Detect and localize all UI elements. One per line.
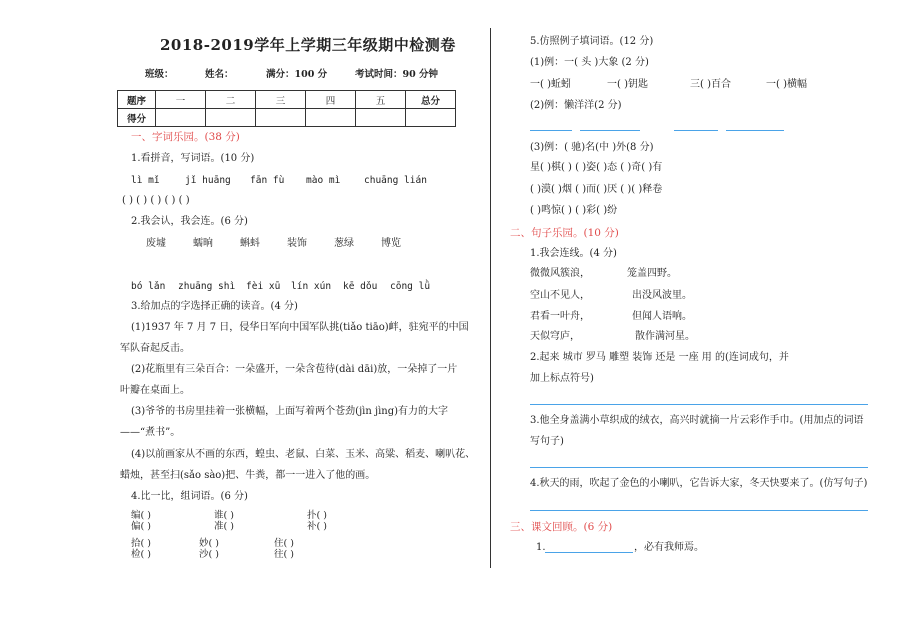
compare-item[interactable]: 补( ) — [307, 521, 327, 532]
pinyin-item: jǐ huāng — [185, 175, 231, 186]
page-title: 2018-2019学年上学期三年级期中检测卷 — [160, 36, 456, 54]
answer-line[interactable] — [580, 130, 640, 131]
measure-word-item[interactable]: 三( )百合 — [690, 79, 731, 90]
compare-group[interactable] — [307, 510, 327, 532]
match-right-item[interactable]: 笼盖四野。 — [627, 268, 677, 279]
answer-brackets[interactable]: ( ) ( ) ( ) ( ) ( ) — [122, 195, 190, 206]
answer-line[interactable] — [530, 130, 572, 131]
question-2-1: 1.我会连线。(4 分) — [530, 248, 617, 259]
pinyin-item[interactable]: lín xún — [291, 281, 332, 292]
idiom-row[interactable]: 星( )棋( ) ( )姿( )态 ( )奇( )有 — [530, 162, 663, 173]
table-header-cell: 题序 — [118, 91, 156, 109]
name-label: 姓名： — [205, 69, 234, 80]
idiom-row[interactable]: ( )鸣惊( ) ( )彩( )纷 — [530, 205, 618, 216]
full-score-label: 满分：100 分 — [266, 69, 328, 80]
score-cell[interactable] — [256, 109, 306, 127]
pinyin-item[interactable]: kē dǒu — [343, 281, 378, 292]
score-cell[interactable] — [206, 109, 256, 127]
question-text: 军队奋起反击。 — [120, 343, 190, 354]
table-header-cell: 二 — [206, 91, 256, 109]
compare-item[interactable]: 编( ) — [131, 510, 151, 521]
question-1-2: 2.我会认，我会连。(6 分) — [131, 216, 248, 227]
compare-item[interactable]: 扑( ) — [307, 510, 327, 521]
word-item[interactable]: 蠕晌 — [193, 238, 213, 249]
pinyin-item: lì mǐ — [131, 175, 160, 186]
score-table-header-row — [118, 91, 456, 109]
question-2-2: 2.起来 城市 罗马 雕塑 装饰 还是 一座 用 的(连词成句，并 — [530, 352, 789, 363]
compare-group[interactable] — [274, 538, 294, 560]
question-1-5: 5.仿照例子填词语。(12 分) — [530, 36, 654, 47]
recall-number: 1. — [536, 542, 546, 553]
question-1-3: 3.给加点的字选择正确的读音。(4 分) — [131, 301, 298, 312]
table-header-cell: 总分 — [406, 91, 456, 109]
example-2: (2)例：懒洋洋(2 分) — [530, 100, 622, 111]
answer-line[interactable] — [530, 510, 868, 511]
pinyin-item: fān fù — [250, 175, 285, 186]
example-1: (1)例：一( 头 )大象 (2 分) — [530, 57, 649, 68]
compare-group[interactable] — [131, 510, 151, 532]
table-header-cell: 一 — [156, 91, 206, 109]
answer-line[interactable] — [530, 404, 868, 405]
compare-item[interactable]: 妙( ) — [199, 538, 219, 549]
compare-item[interactable]: 拾( ) — [131, 538, 151, 549]
match-right-item[interactable]: 出没风波里。 — [632, 290, 692, 301]
pinyin-item[interactable]: bó lǎn — [131, 281, 166, 292]
compare-item[interactable]: 准( ) — [214, 521, 234, 532]
question-2-3-cont: 写句子) — [530, 436, 564, 447]
recall-text: ，必有我师焉。 — [634, 542, 704, 553]
score-cell[interactable] — [356, 109, 406, 127]
pinyin-item[interactable]: fèi xū — [246, 281, 281, 292]
question-text: ——“煮书”。 — [120, 427, 181, 438]
word-item[interactable]: 博览 — [381, 238, 401, 249]
score-cell[interactable] — [156, 109, 206, 127]
question-1-1: 1.看拼音，写词语。(10 分) — [131, 153, 255, 164]
compare-item[interactable]: 谁( ) — [214, 510, 234, 521]
table-header-cell: 三 — [256, 91, 306, 109]
question-2-2-cont: 加上标点符号) — [530, 373, 594, 384]
compare-item[interactable]: 检( ) — [131, 549, 151, 560]
compare-group[interactable] — [214, 510, 234, 532]
word-item[interactable]: 装饰 — [287, 238, 307, 249]
question-text: (2)花瓶里有三朵百合：一朵盛开，一朵含苞待(dài dāi)放，一朵掉了一片 — [131, 364, 458, 375]
question-text: (4)以前画家从不画的东西，蝗虫、老鼠、白菜、玉米、高粱、稻麦、喇叭花、 — [131, 449, 476, 460]
measure-word-item[interactable]: 一( )蚯蚓 — [530, 79, 571, 90]
score-table — [117, 90, 456, 127]
table-header-cell: 四 — [306, 91, 356, 109]
pinyin-item[interactable]: cōng lǜ — [390, 281, 431, 292]
match-right-item[interactable]: 散作满河星。 — [635, 331, 695, 342]
idiom-row[interactable]: ( )漠( )烟 ( )而( )厌 ( )( )释卷 — [530, 184, 663, 195]
compare-group[interactable] — [131, 538, 151, 560]
compare-item[interactable]: 住( ) — [274, 538, 294, 549]
score-table-score-row — [118, 109, 456, 127]
compare-group[interactable] — [199, 538, 219, 560]
answer-line[interactable] — [530, 467, 868, 468]
section-3-heading: 三、课文回顾。(6 分) — [510, 521, 613, 533]
section-2-heading: 二、句子乐园。(10 分) — [510, 227, 619, 239]
question-1-4: 4.比一比，组词语。(6 分) — [131, 491, 248, 502]
question-text: 蜡烛，甚至扫(sǎo sào)把、牛粪，都一一进入了他的画。 — [120, 470, 376, 481]
pinyin-item: mào mì — [306, 175, 341, 186]
question-text: (3)爷爷的书房里挂着一张横幅，上面写着两个苍劲(jìn jìng)有力的大字 — [131, 406, 449, 417]
word-item[interactable]: 废墟 — [146, 238, 166, 249]
question-2-4: 4.秋天的雨，吹起了金色的小喇叭，它告诉大家，冬天快要来了。(仿写句子) — [530, 478, 868, 489]
score-cell[interactable] — [406, 109, 456, 127]
match-right-item[interactable]: 但闻人语响。 — [632, 311, 692, 322]
compare-item[interactable]: 偏( ) — [131, 521, 151, 532]
question-text: (1)1937 年 7 月 7 日，侵华日军向中国军队挑(tiǎo tiāo)衅，驻宛平的中国 — [131, 322, 469, 333]
compare-item[interactable]: 往( ) — [274, 549, 294, 560]
word-item[interactable]: 葱绿 — [334, 238, 354, 249]
section-1-heading: 一、字词乐园。(38 分) — [131, 131, 240, 143]
pinyin-item[interactable]: zhuāng shì — [178, 281, 236, 292]
exam-time-label: 考试时间：90 分钟 — [355, 69, 439, 80]
score-cell[interactable] — [306, 109, 356, 127]
word-item[interactable]: 蝌蚪 — [240, 238, 260, 249]
answer-line[interactable] — [674, 130, 718, 131]
match-left-item[interactable]: 微微风簇浪， — [530, 268, 590, 279]
question-2-3: 3.他全身盖满小草织成的绒衣，高兴时就摘一片云彩作手巾。(用加点的词语 — [530, 415, 864, 426]
example-3: (3)例：( 驰)名(中 )外(8 分) — [530, 142, 654, 153]
match-left-item[interactable]: 天似穹庐， — [530, 331, 580, 342]
compare-item[interactable]: 沙( ) — [199, 549, 219, 560]
answer-line[interactable] — [726, 130, 784, 131]
measure-word-item[interactable]: 一( )横幅 — [766, 79, 807, 90]
match-left-item[interactable]: 君看一叶舟， — [530, 311, 590, 322]
table-row-label: 得分 — [118, 109, 156, 127]
match-left-item[interactable]: 空山不见人， — [530, 290, 590, 301]
question-text: 叶瓣在桌面上。 — [120, 385, 190, 396]
class-label: 班级： — [145, 69, 174, 80]
answer-line[interactable] — [545, 552, 633, 553]
table-header-cell: 五 — [356, 91, 406, 109]
column-divider — [490, 28, 491, 568]
pinyin-item: chuāng lián — [364, 175, 427, 186]
measure-word-item[interactable]: 一( )钥匙 — [607, 79, 648, 90]
